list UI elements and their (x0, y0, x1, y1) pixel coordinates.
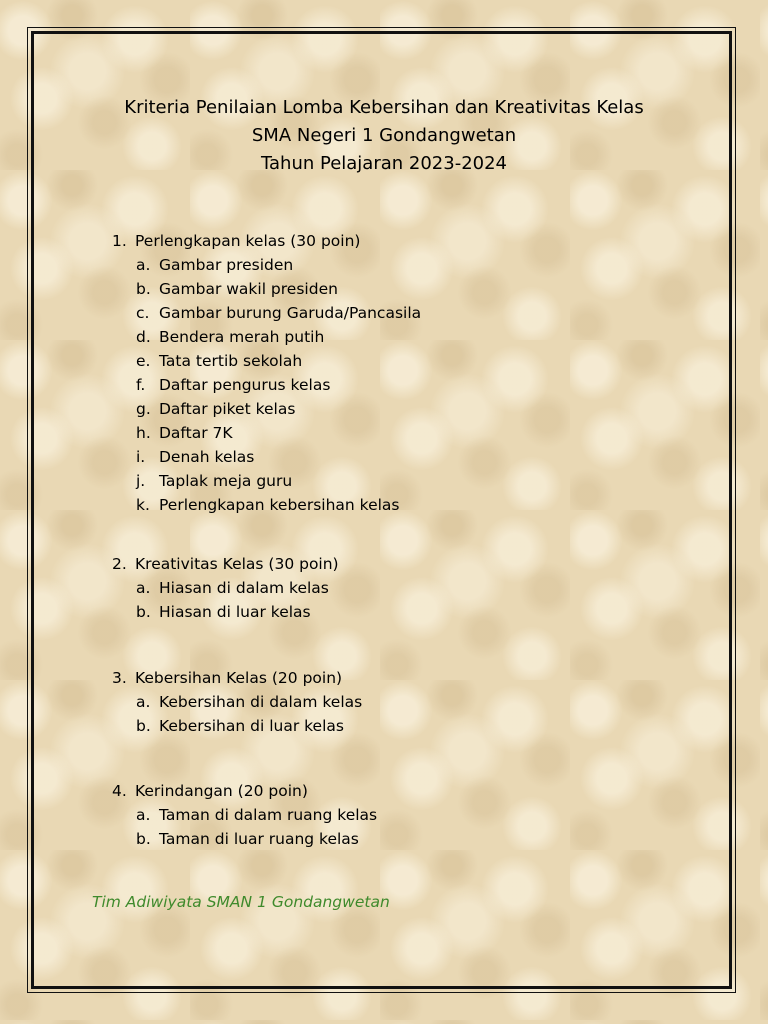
criteria-section-3 (112, 666, 672, 738)
item-letter: a. (136, 693, 151, 711)
section-title-text: Perlengkapan kelas (30 poin) (135, 232, 361, 250)
list-item (112, 600, 672, 624)
list-item (112, 803, 672, 827)
section-number: 4. (112, 782, 127, 800)
section-title-text: Kebersihan Kelas (20 poin) (135, 669, 343, 687)
item-text: Taplak meja guru (159, 472, 293, 490)
item-text: Tata tertib sekolah (159, 352, 303, 370)
list-item (112, 576, 672, 600)
footer-signature: Tim Adiwiyata SMAN 1 Gondangwetan (92, 893, 390, 911)
item-letter: b. (136, 603, 151, 621)
item-text: Gambar burung Garuda/Pancasila (159, 304, 422, 322)
item-letter: a. (136, 806, 151, 824)
criteria-section-1 (112, 229, 672, 517)
item-text: Perlengkapan kebersihan kelas (159, 496, 400, 514)
item-text: Hiasan di luar kelas (159, 603, 311, 621)
item-letter: b. (136, 830, 151, 848)
list-item (112, 690, 672, 714)
item-letter: d. (136, 328, 151, 346)
list-item (112, 493, 672, 517)
item-text: Kebersihan di dalam kelas (159, 693, 363, 711)
item-text: Daftar pengurus kelas (159, 376, 331, 394)
item-text: Bendera merah putih (159, 328, 325, 346)
list-item (112, 421, 672, 445)
section-title (112, 779, 672, 803)
list-item (112, 349, 672, 373)
list-item (112, 469, 672, 493)
section-number: 3. (112, 669, 127, 687)
item-text: Kebersihan di luar kelas (159, 717, 344, 735)
item-text: Daftar piket kelas (159, 400, 296, 418)
item-letter: j. (136, 472, 146, 490)
item-letter: a. (136, 256, 151, 274)
section-title-text: Kreativitas Kelas (30 poin) (135, 555, 339, 573)
criteria-section-4 (112, 779, 672, 851)
item-text: Taman di dalam ruang kelas (159, 806, 378, 824)
item-text: Daftar 7K (159, 424, 233, 442)
item-letter: k. (136, 496, 150, 514)
item-letter: c. (136, 304, 150, 322)
list-item (112, 301, 672, 325)
heading-school: SMA Negeri 1 Gondangwetan (251, 125, 517, 146)
section-title (112, 552, 672, 576)
heading-title: Kriteria Penilaian Lomba Kebersihan dan Kreativitas Kelas (124, 97, 644, 118)
item-text: Denah kelas (159, 448, 255, 466)
list-item (112, 714, 672, 738)
item-letter: e. (136, 352, 151, 370)
section-title (112, 229, 672, 253)
list-item (112, 277, 672, 301)
section-title (112, 666, 672, 690)
section-number: 2. (112, 555, 127, 573)
section-number: 1. (112, 232, 127, 250)
item-letter: f. (136, 376, 146, 394)
list-item (112, 373, 672, 397)
heading-year: Tahun Pelajaran 2023-2024 (260, 153, 507, 174)
item-letter: b. (136, 717, 151, 735)
list-item (112, 445, 672, 469)
item-text: Gambar presiden (159, 256, 294, 274)
list-item (112, 325, 672, 349)
item-letter: b. (136, 280, 151, 298)
item-text: Taman di luar ruang kelas (159, 830, 359, 848)
list-item (112, 253, 672, 277)
item-text: Gambar wakil presiden (159, 280, 338, 298)
item-letter: h. (136, 424, 151, 442)
item-letter: g. (136, 400, 151, 418)
item-letter: a. (136, 579, 151, 597)
list-item (112, 397, 672, 421)
item-text: Hiasan di dalam kelas (159, 579, 329, 597)
section-title-text: Kerindangan (20 poin) (135, 782, 308, 800)
list-item (112, 827, 672, 851)
document-heading (0, 94, 768, 178)
criteria-section-2 (112, 552, 672, 624)
item-letter: i. (136, 448, 146, 466)
